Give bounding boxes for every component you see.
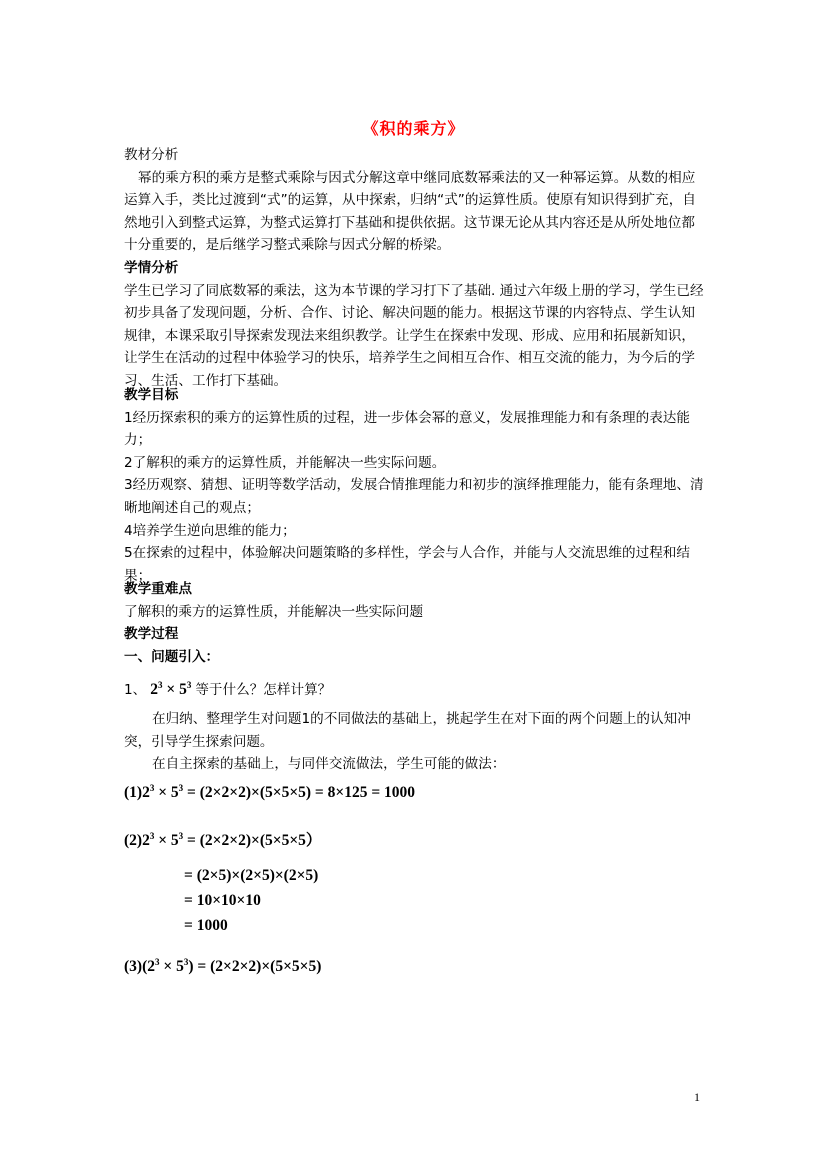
- section-heading-textbook-analysis: 教材分析: [124, 147, 179, 163]
- section-heading-teaching-process: 教学过程: [124, 626, 179, 643]
- section-heading-student-analysis: 学情分析: [124, 260, 179, 276]
- question-1-expression: $2^3 \times 5^3$: [150, 680, 192, 698]
- subsection-heading-problem-intro: 一、问题引入：: [124, 648, 220, 665]
- method-2-equation: $(2)2^3 \times 5^3 = (2\times 2\times 2)\times(5\times 5\times 5)$: [124, 831, 322, 849]
- question-1-text: 等于什么？怎样计算？: [195, 682, 332, 698]
- question-1: [124, 678, 331, 699]
- section-discussion: [124, 708, 706, 776]
- page-number: 1: [694, 1090, 700, 1104]
- method-2-step-1: = (2×5)×(2×5)×(2×5): [184, 867, 319, 884]
- section-heading-teaching-goals: 教学目标: [124, 387, 179, 403]
- method-2-equation-rest: = (2×2×2)×(5×5×5）: [183, 832, 322, 849]
- approach-intro: 在自主探索的基础上，与同伴交流做法，学生可能的做法：: [152, 756, 506, 773]
- method-3-equation-rest: ) = (2×2×2)×(5×5×5): [188, 958, 322, 975]
- goal-item: 2了解积的乘方的运算性质，并能解决一些实际问题。: [124, 454, 446, 471]
- section-student-analysis: [124, 257, 706, 393]
- goal-item: 1经历探索积的乘方的运算性质的过程，进一步体会幂的意义，发展推理能力和有条理的表达能力；: [124, 409, 690, 449]
- section-textbook-analysis: [124, 144, 706, 257]
- page-title: 《积的乘方》: [362, 119, 465, 138]
- goal-item: 4培养学生逆向思维的能力；: [124, 522, 296, 539]
- method-2-step-3: = 1000: [184, 917, 228, 934]
- section-heading-key-points: 教学重难点: [124, 581, 192, 597]
- goal-item: 5在探索的过程中，体验解决问题策略的多样性，学会与人合作，并能与人交流思维的过程和结果；: [124, 545, 690, 584]
- method-1-equation-rest: = (2×2×2)×(5×5×5) = 8×125 = 1000: [183, 784, 416, 801]
- key-points-text: 了解积的乘方的运算性质，并能解决一些实际问题: [124, 603, 424, 620]
- method-3-equation: $(3)(2^3 \times 5^3) = (2\times 2\times 2)\times(5\times 5\times 5)$: [124, 957, 322, 975]
- section-key-points: [124, 578, 706, 668]
- method-1-equation: $(1)2^3 \times 5^3 = (2\times 2\times 2)\times(5\times 5\times 5) = 8\times 125 = 1000$: [124, 783, 416, 801]
- question-1-prefix: 1、: [124, 682, 147, 698]
- method-2-step-2: = 10×10×10: [184, 892, 261, 909]
- discussion-paragraph: 在归纳、整理学生对问题1的不同做法的基础上，挑起学生在对下面的两个问题上的认知冲突，引导学生探索问题。: [124, 711, 691, 750]
- student-analysis-paragraph: 学生已学习了同底数幂的乘法，这为本节课的学习打下了基础. 通过六年级上册的学习，学生已经初步具备了发现问题，分析、合作、讨论、解决问题的能力。根据这节课的内容特点、学生认知规律，本课采取引导探索发现法来组织教学。让学生在探索中发现、形成、应用和拓展新知识，让学生在活动的过程中体验学习的快乐，培养学生之间相互合作、相互交流的能力，为今后的学习、生活、工作打下基础。: [124, 282, 704, 389]
- section-teaching-goals: [124, 384, 706, 587]
- goal-item: 3经历观察、猜想、证明等数学活动，发展合情推理能力和初步的演绎推理能力，能有条理地、清晰地阐述自己的观点；: [124, 477, 704, 516]
- textbook-analysis-paragraph: 幂的乘方积的乘方是整式乘除与因式分解这章中继同底数幂乘法的又一种幂运算。从数的相应运算入手，类比过渡到“式”的运算，从中探索，归纳“式”的运算性质。使原有知识得到扩充，自然地引入到整式运算，为整式运算打下基础和提供依据。这节课无论从其内容还是从所处地位都十分重要的，是后继学习整式乘除与因式分解的桥梁。: [124, 169, 696, 254]
